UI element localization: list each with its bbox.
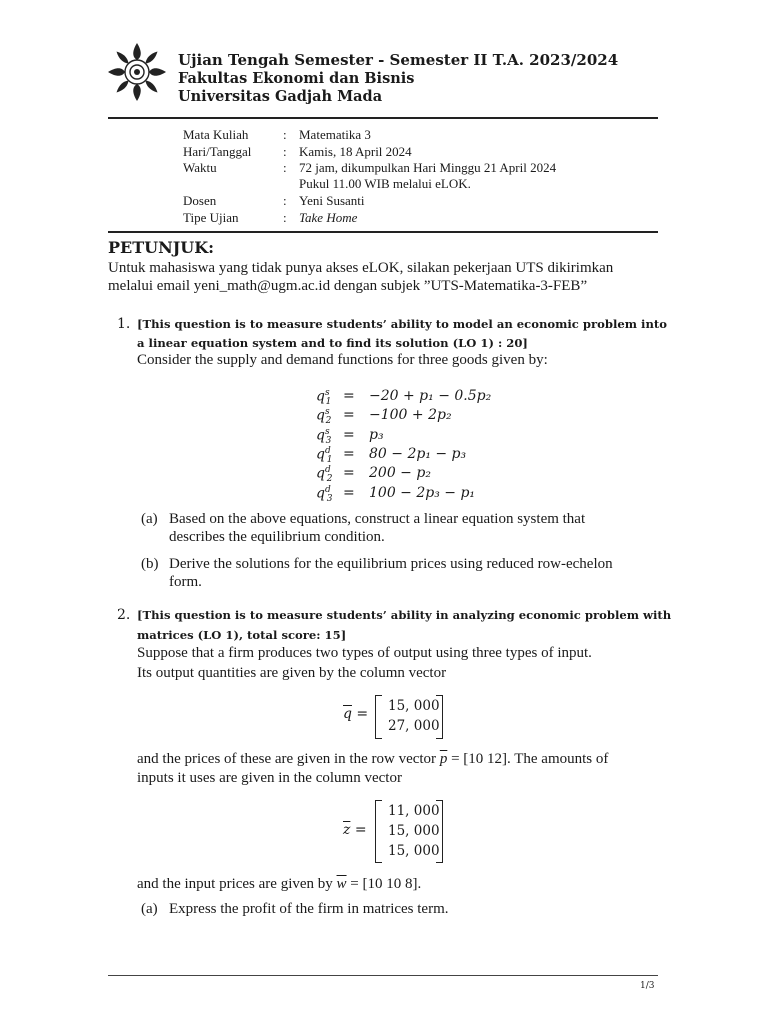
equation-rhs: 80 − 2p₁ − p₃: [369, 446, 467, 462]
page-number: 1/3: [640, 981, 655, 991]
vector-entry: 15, 000: [388, 823, 440, 839]
info-value: Yeni Susanti: [299, 193, 365, 208]
info-separator: :: [283, 127, 287, 142]
equation-rhs: −20 + p₁ − 0.5p₂: [369, 388, 492, 404]
equation-rhs: 200 − p₂: [369, 465, 431, 481]
info-label: Mata Kuliah: [183, 127, 249, 142]
subquestion-text: Derive the solutions for the equilibrium prices using reduced row-echelon: [169, 556, 613, 572]
faculty-name: Fakultas Ekonomi dan Bisnis: [178, 70, 415, 87]
exam-title: Ujian Tengah Semester - Semester II T.A. 2023/2024: [178, 51, 619, 69]
question-text: inputs it uses are given in the column vector: [137, 770, 402, 786]
info-separator: :: [283, 144, 287, 159]
header-rule: [108, 117, 658, 119]
question-intro: Its output quantities are given by the column vector: [137, 665, 447, 681]
info-rule: [108, 231, 658, 233]
info-label: Dosen: [183, 193, 217, 208]
vector-entry: 11, 000: [388, 803, 440, 819]
instructions-line: Untuk mahasiswa yang tidak punya akses eLOK, silakan pekerjaan UTS dikirimkan: [108, 260, 614, 276]
price-row-vector-text: and the prices of these are given in the row vector $\overline{p} = [10$ 12]. The amounts of: [137, 751, 609, 767]
subquestion-label: (a): [141, 511, 158, 527]
vector-entry: 15, 000: [388, 698, 440, 714]
info-separator: :: [283, 193, 287, 208]
question-heading: [This question is to measure students’ ability to model an economic problem into: [137, 317, 667, 331]
equation-rhs: −100 + 2p₂: [369, 407, 452, 423]
exam-page: Ujian Tengah Semester - Semester II T.A. 2023/2024 Fakultas Ekonomi dan Bisnis Universitas Gadjah Mada Mata Kuliah : Matematika 3 Hari/Tanggal : Kamis, 18 April 2024 Waktu : 72 jam, dikumpulkan Hari Minggu 21 April 2024 Pukul 11.00 WIB melalui eLOK. Dosen : Yeni Susanti Tipe Ujian : Take Home PETUNJUK: Untuk mahasiswa yang tidak punya akses eLOK, silakan pekerjaan UTS dikirimkan melalui email yeni_math@ugm.ac.id dengan subjek ”UTS-Matematika-3-FEB” 1. [This question is to measure students’ ability to model an economic problem into a linear equation system and to find its solution (LO 1) : 20] Consider the supply and demand functions for three goods given by: $q^s_1$ = −20 + p₁ − 0.5p₂ $q^s_2$ = −100 + 2p₂ $q^s_3$ = p₃ $q^d_1$ = 80 − 2p₁ − p₃ $q^d_2$ = 200 − p₂ $q^d_3$ = 100 − 2p₃ − p₁ (a) Based on the above equations, construct a linear equation system that describes the equilibrium condition. (b) Derive the solutions for the equilibrium prices using reduced row-echelon form. 2. [This question is to measure students’ ability in analyzing economic problem with matrices (LO 1), total score: 15] Suppose that a firm produces two types of output using three types of input. Its output quantities are given by the column vector $\overline{q}$ = 15, 000 27, 000 and the prices of these are given in the row vector $\overline{p} = [10$ 12]. The amounts of inputs it uses are given in the column vector $\overline{z}$ = 11, 000 15, 000 15, 000 and the input prices are given by $\overline{w} = [10$ 10 8]. (a) Express the profit of the firm in matrices term. 1/3: [0, 0, 768, 1024]
info-separator: :: [283, 210, 287, 225]
university-seal-icon: [106, 41, 168, 103]
footer-rule: [108, 975, 658, 976]
question-heading: matrices (LO 1), total score: 15]: [137, 628, 347, 642]
question-number: 1.: [117, 316, 131, 332]
info-value: Matematika 3: [299, 127, 371, 142]
input-price-text: and the input prices are given by $\overline{w} = [10$ 10 8].: [137, 876, 422, 892]
info-label: Tipe Ujian: [183, 210, 239, 225]
info-value: Take Home: [299, 210, 358, 225]
subquestion-text: Express the profit of the firm in matrices term.: [169, 901, 449, 917]
question-heading: a linear equation system and to find its solution (LO 1) : 20]: [137, 336, 528, 350]
vector-entry: 27, 000: [388, 718, 440, 734]
equation-rhs: 100 − 2p₃ − p₁: [369, 485, 476, 501]
question-intro: Suppose that a firm produces two types of output using three types of input.: [137, 645, 592, 661]
info-label: Waktu: [183, 160, 217, 175]
info-value: Kamis, 18 April 2024: [299, 144, 412, 159]
instructions-title: PETUNJUK:: [108, 238, 215, 257]
question-heading: [This question is to measure students’ ability in analyzing economic problem with: [137, 608, 672, 622]
question-intro: Consider the supply and demand functions for three goods given by:: [137, 352, 548, 368]
info-value: 72 jam, dikumpulkan Hari Minggu 21 April 2024: [299, 160, 557, 175]
subquestion-text: describes the equilibrium condition.: [169, 529, 385, 545]
info-separator: :: [283, 160, 287, 175]
question-number: 2.: [117, 607, 131, 623]
vector-entry: 15, 000: [388, 843, 440, 859]
instructions-line: melalui email yeni_math@ugm.ac.id dengan subjek ”UTS-Matematika-3-FEB”: [108, 278, 588, 294]
subquestion-label: (a): [141, 901, 158, 917]
equation-rhs: p₃: [369, 427, 384, 443]
subquestion-text: form.: [169, 574, 202, 590]
info-label: Hari/Tanggal: [183, 144, 252, 159]
info-value-continued: Pukul 11.00 WIB melalui eLOK.: [299, 176, 471, 191]
university-name: Universitas Gadjah Mada: [178, 88, 383, 105]
subquestion-text: Based on the above equations, construct a linear equation system that: [169, 511, 586, 527]
subquestion-label: (b): [141, 556, 159, 572]
